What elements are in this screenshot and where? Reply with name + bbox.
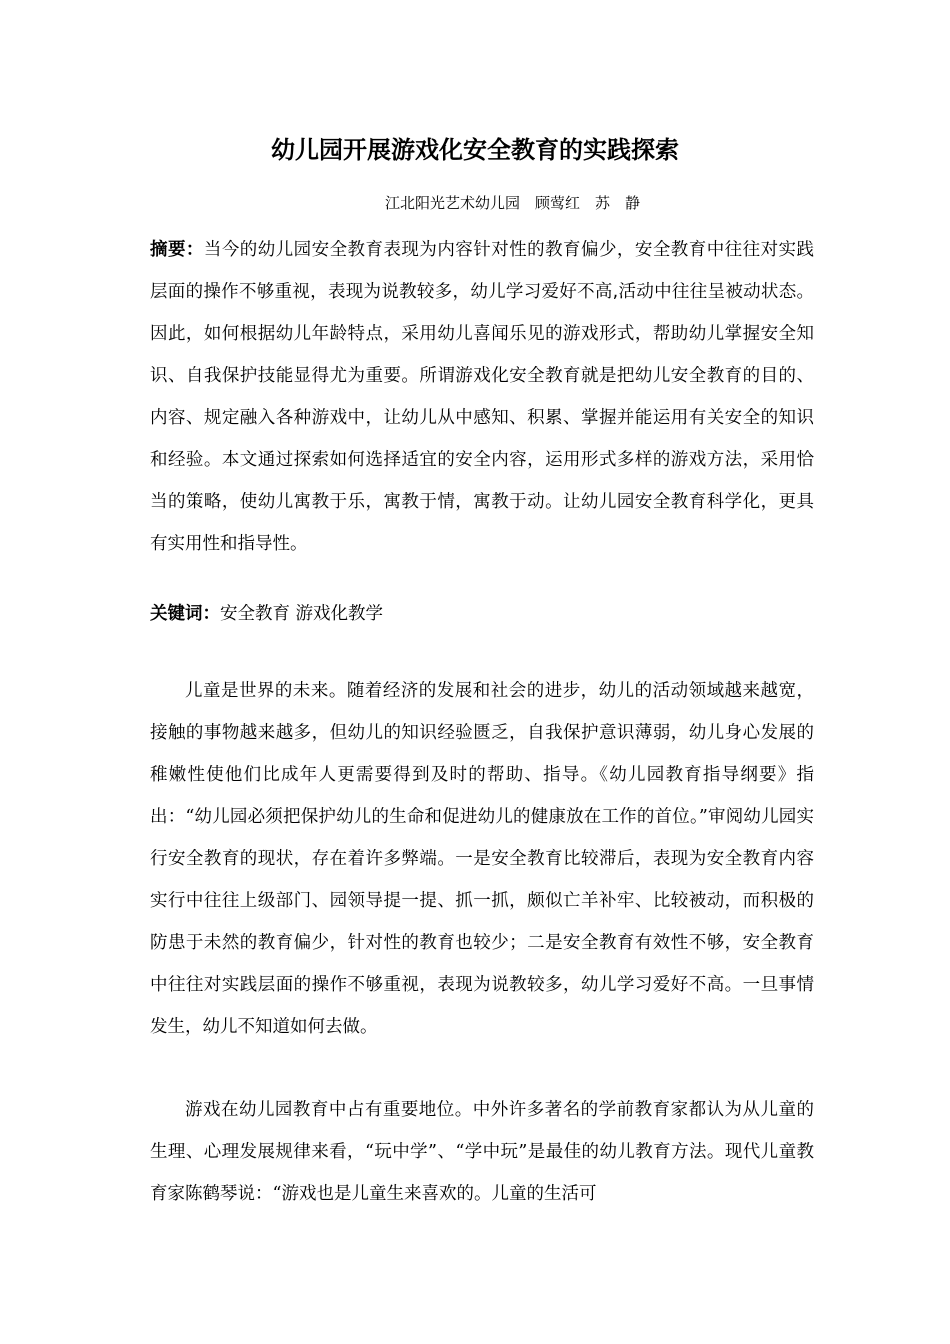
keywords-text: 安全教育 游戏化教学	[220, 604, 384, 624]
keywords-section	[150, 599, 814, 629]
body-paragraph: 儿童是世界的未来。随着经济的发展和社会的进步，幼儿的活动领域越来越宽，接触的事物越来越多，但幼儿的知识经验匮乏，自我保护意识薄弱，幼儿身心发展的稚嫩性使他们比成年人更需要得到及时的帮助、指导。《幼儿园教育指导纲要》指出：“幼儿园必须把保护幼儿的生命和促进幼儿的健康放在工作的首位。”审阅幼儿园实行安全教育的现状，存在着许多弊端。一是安全教育比较滞后，表现为安全教育内容实行中往往上级部门、园领导提一提、抓一抓，颇似亡羊补牢、比较被动，而积极的防患于未然的教育偏少，针对性的教育也较少；二是安全教育有效性不够，安全教育中往往对实践层面的操作不够重视，表现为说教较多，幼儿学习爱好不高。一旦事情发生，幼儿不知道如何去做。	[150, 681, 814, 1037]
abstract-label: 摘要：	[150, 240, 204, 260]
body-paragraph: 游戏在幼儿园教育中占有重要地位。中外许多著名的学前教育家都认为从儿童的生理、心理发展规律来看，“玩中学”、“学中玩”是最佳的幼儿教育方法。现代儿童教育家陈鹤琴说：“游戏也是儿童生来喜欢的。儿童的生活可	[150, 1100, 814, 1204]
document-title: 幼儿园开展游戏化安全教育的实践探索	[271, 136, 679, 164]
abstract-text: 当今的幼儿园安全教育表现为内容针对性的教育偏少，安全教育中往往对实践层面的操作不够重视，表现为说教较多，幼儿学习爱好不高,活动中往往呈被动状态。因此，如何根据幼儿年龄特点，采用幼儿喜闻乐见的游戏形式，帮助幼儿掌握安全知识、自我保护技能显得尤为重要。所谓游戏化安全教育就是把幼儿安全教育的目的、内容、规定融入各种游戏中，让幼儿从中感知、积累、掌握并能运用有关安全的知识和经验。本文通过探索如何选择适宜的安全内容，运用形式多样的游戏方法，采用恰当的策略，使幼儿寓教于乐，寓教于情，寓教于动。让幼儿园安全教育科学化，更具有实用性和指导性。	[150, 240, 814, 554]
keywords-label: 关键词：	[150, 604, 220, 624]
abstract-section	[150, 229, 814, 565]
author-byline: 江北阳光艺术幼儿园 顾莺红 苏 静	[385, 194, 641, 212]
